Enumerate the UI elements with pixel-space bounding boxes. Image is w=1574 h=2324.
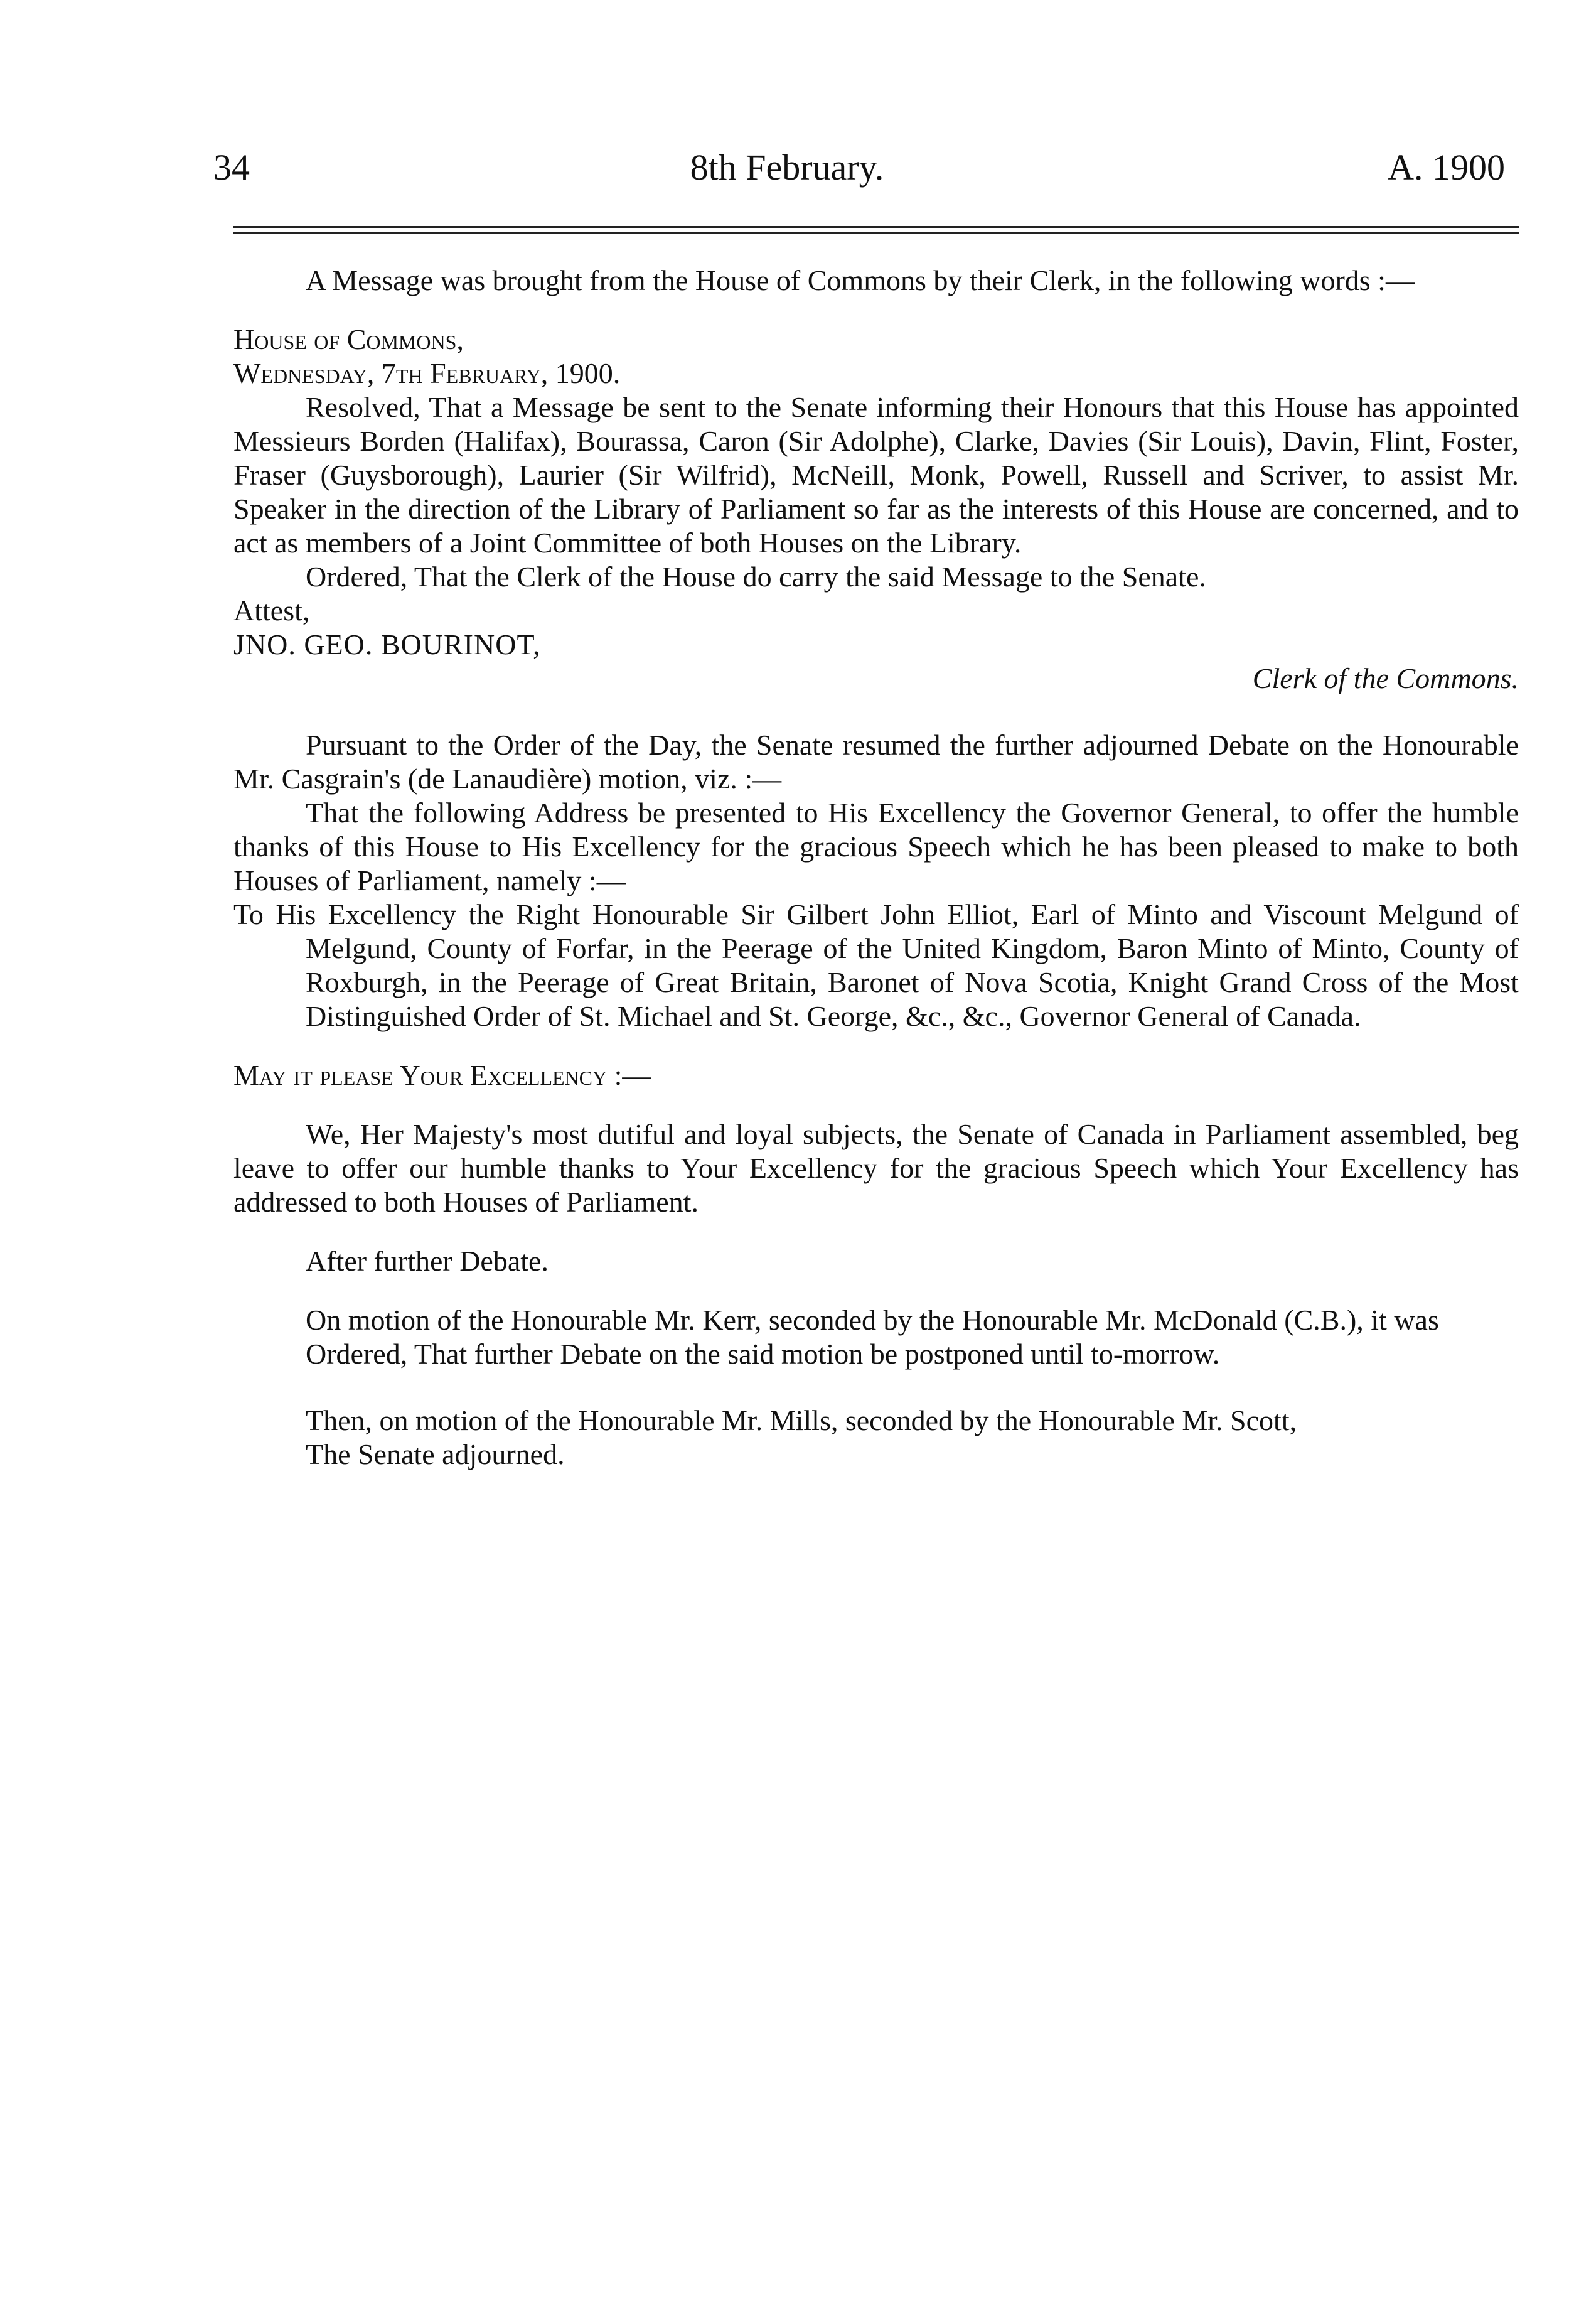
debate-salutation: May it please Your Excellency :— (233, 1059, 651, 1091)
header-rule-top (233, 226, 1519, 228)
debate-to-excellency: To His Excellency the Right Honourable Sir Gilbert John Elliot, Earl of Minto and Viscount Melgund of Melgund, County of Forfar, in the Peerage of the United Kingdom, Baron Minto of Minto, County of Roxburgh, in the Peerage of Great Britain, Baronet of Nova Scotia, Knight Grand Cross of the Most Distinguished Order of St. Michael and St. George, &c., &c., Governor General of Canada. (233, 898, 1519, 1032)
message-signature-role: Clerk of the Commons. (1252, 662, 1519, 694)
dateline-text: Wednesday, 7th February, 1900. (233, 357, 621, 389)
message-intro: A Message was brought from the House of Commons by their Clerk, in the following words :— (306, 264, 1415, 296)
motion-mills: Then, on motion of the Honourable Mr. Mills, seconded by the Honourable Mr. Scott, (306, 1404, 1297, 1436)
header-date: 8th February. (690, 147, 884, 188)
message-house: House of Commons, (233, 323, 464, 355)
debate-body: We, Her Majesty's most dutiful and loyal subjects, the Senate of Canada in Parliament assembled, beg leave to offer our humble thanks to Your Excellency for the gracious Speech which Your Excellency has addressed to both Houses of Parliament. (233, 1118, 1519, 1218)
message-dateline (233, 357, 1519, 390)
message-attest: Attest, (233, 594, 310, 627)
page-body (233, 264, 1519, 1471)
header-year: A. 1900 (1388, 147, 1505, 188)
message-signature: JNO. GEO. BOURINOT, (233, 628, 541, 660)
ordered-postpone: Ordered, That further Debate on the said motion be postponed until to-morrow. (306, 1338, 1220, 1370)
after-further-debate: After further Debate. (306, 1245, 549, 1277)
debate-pursuant: Pursuant to the Order of the Day, the Senate resumed the further adjourned Debate on the Honourable Mr. Casgrain's (de Lanaudière) motion, viz. :— (233, 729, 1519, 795)
senate-adjourned: The Senate adjourned. (306, 1438, 565, 1470)
page-number: 34 (213, 147, 250, 188)
motion-kerr: On motion of the Honourable Mr. Kerr, seconded by the Honourable Mr. McDonald (C.B.), it was (306, 1304, 1439, 1336)
message-ordered: Ordered, That the Clerk of the House do carry the said Message to the Senate. (306, 561, 1206, 593)
header-rule-bottom (233, 232, 1519, 234)
message-resolved: Resolved, That a Message be sent to the Senate informing their Honours that this House has appointed Messieurs Borden (Halifax), Bourassa, Caron (Sir Adolphe), Clarke, Davies (Sir Louis), Davin, Flint, Foster, Fraser (Guysborough), Laurier (Sir Wilfrid), McNeill, Monk, Powell, Russell and Scriver, to assist Mr. Speaker in the direction of the Library of Parliament so far as the interests of this House are concerned, and to act as members of a Joint Committee of both Houses on the Library. (233, 391, 1519, 559)
debate-address: That the following Address be presented to His Excellency the Governor General, to offer the humble thanks of this House to His Excellency for the gracious Speech which he has been pleased to make to both Houses of Parliament, namely :— (233, 797, 1519, 896)
